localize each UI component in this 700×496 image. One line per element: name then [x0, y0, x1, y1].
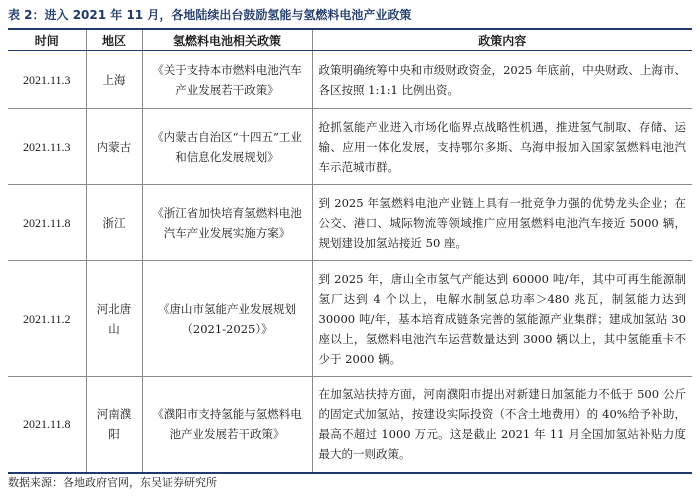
table-caption: 表 2：进入 2021 年 11 月，各地陆续出台鼓励氢能与氢燃料电池产业政策	[8, 8, 412, 22]
cell-region: 河南濮阳	[86, 377, 142, 473]
table-row	[8, 185, 692, 261]
cell-content: 政策明确统筹中央和市级财政资金，2025 年底前，中央财政、上海市、各区按照 1:1:1 比例出资。	[312, 51, 692, 109]
cell-content: 到 2025 年氢燃料电池产业链上具有一批竞争力强的优势龙头企业；在公交、港口、城际物流等领域推广应用氢燃料电池汽车接近 5000 辆，规划建设加氢站接近 50 座。	[312, 185, 692, 261]
cell-region: 浙江	[86, 185, 142, 261]
cell-policy: 《内蒙古自治区“十四五”工业和信息化发展规划》	[142, 109, 312, 185]
cell-content: 抢抓氢能产业进入市场化临界点战略性机遇，推进氢气制取、存储、运输、应用一体化发展，支持鄂尔多斯、乌海申报加入国家氢燃料电池汽车示范城市群。	[312, 109, 692, 185]
cell-region: 上海	[86, 51, 142, 109]
cell-policy: 《濮阳市支持氢能与氢燃料电池产业发展若干政策》	[142, 377, 312, 473]
table-row	[8, 109, 692, 185]
table-row	[8, 377, 692, 473]
table-header-row	[8, 30, 692, 51]
cell-content: 在加氢站扶持方面，河南濮阳市提出对新建日加氢能力不低于 500 公斤的固定式加氢站，按建设实际投资（不含土地费用）的 40%给予补助，最高不超过 1000 万元。这是截止 2021 年 11 月全国加氢站补贴力度最大的一则政策。	[312, 377, 692, 473]
cell-time: 2021.11.3	[8, 51, 86, 109]
cell-time: 2021.11.3	[8, 109, 86, 185]
header-region: 地区	[86, 30, 142, 51]
data-source-note: 数据来源：各地政府官网，东吴证券研究所	[8, 476, 217, 489]
cell-region: 河北唐山	[86, 261, 142, 377]
cell-policy: 《浙江省加快培育氢燃料电池汽车产业发展实施方案》	[142, 185, 312, 261]
cell-time: 2021.11.2	[8, 261, 86, 377]
header-content: 政策内容	[312, 30, 692, 51]
cell-content: 到 2025 年，唐山全市氢气产能达到 60000 吨/年，其中可再生能源制氢厂达到 4 个以上，电解水制氢总功率＞480 兆瓦，制氢能力达到 30000 吨/年，基本培育成链条完善的氢能源产业集群；建成加氢站 30 座以上，氢燃料电池汽车运营数量达到 3000 辆以上，其中氢能重卡不少于 2000 辆。	[312, 261, 692, 377]
cell-region: 内蒙古	[86, 109, 142, 185]
table-row	[8, 261, 692, 377]
policy-table	[8, 30, 692, 474]
header-time: 时间	[8, 30, 86, 51]
header-policy: 氢燃料电池相关政策	[142, 30, 312, 51]
cell-time: 2021.11.8	[8, 185, 86, 261]
cell-policy: 《唐山市氢能产业发展规划（2021-2025）》	[142, 261, 312, 377]
cell-policy: 《关于支持本市燃料电池汽车产业发展若干政策》	[142, 51, 312, 109]
cell-time: 2021.11.8	[8, 377, 86, 473]
table-row	[8, 51, 692, 109]
